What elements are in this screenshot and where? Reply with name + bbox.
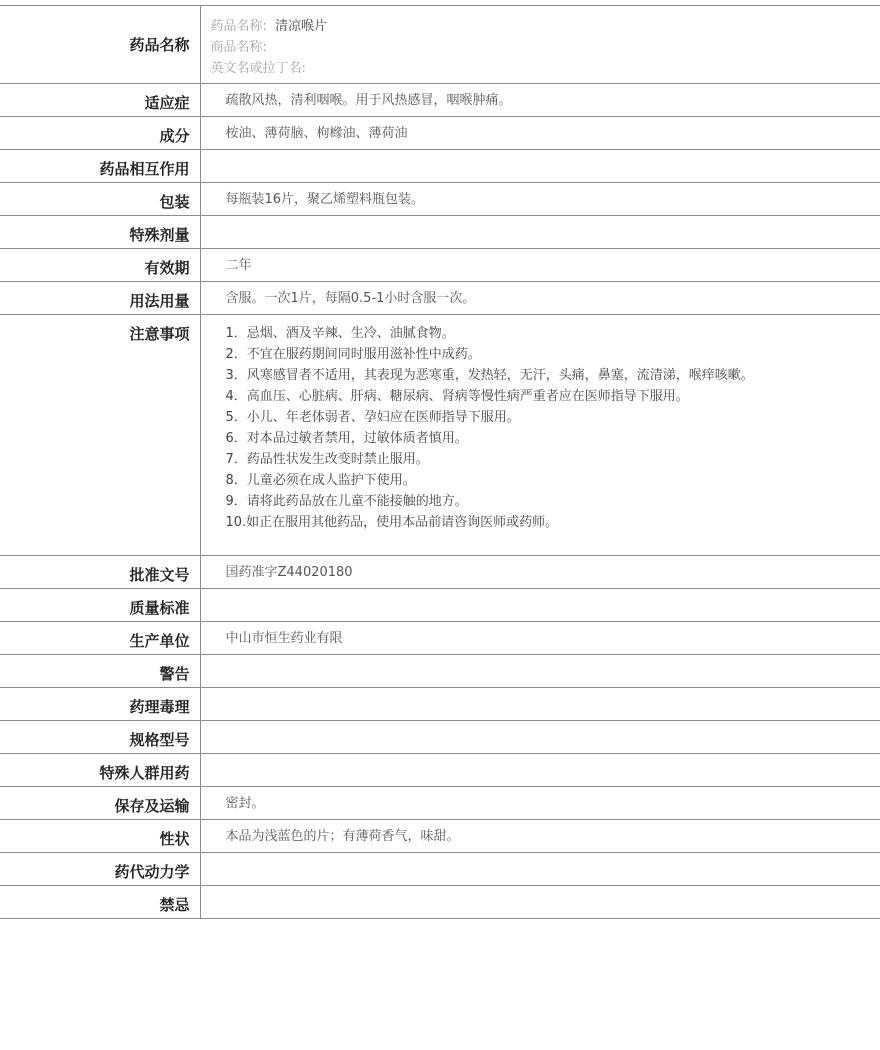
list-item: 2．不宜在服药期间同时服用滋补性中成药。	[225, 347, 481, 362]
warning-label: 警告	[0, 655, 200, 688]
indication-row	[0, 84, 880, 117]
pharmacology-label: 药理毒理	[0, 688, 200, 721]
character-label: 性状	[0, 820, 200, 853]
special-groups-row	[0, 754, 880, 787]
special-groups-value	[200, 754, 880, 787]
quality-row	[0, 589, 880, 622]
list-item: 4．高血压、心脏病、肝病、糖尿病、肾病等慢性病严重者应在医师指导下服用。	[225, 389, 689, 404]
contraindications-row	[0, 886, 880, 919]
ingredients-label: 成分	[0, 117, 200, 150]
list-item: 1．忌烟、酒及辛辣、生冷、油腻食物。	[225, 326, 455, 341]
storage-row	[0, 787, 880, 820]
contraindications-value	[200, 886, 880, 919]
list-item: 5．小儿、年老体弱者、孕妇应在医师指导下服用。	[225, 410, 520, 425]
manufacturer-value: 中山市恒生药业有限	[200, 622, 880, 655]
validity-row	[0, 249, 880, 282]
drug-name-row	[0, 6, 880, 84]
generic-name-key: 药品名称:	[210, 19, 267, 34]
contraindications-label: 禁忌	[0, 886, 200, 919]
trade-name-line	[211, 37, 871, 58]
character-value: 本品为浅蓝色的片；有薄荷香气，味甜。	[200, 820, 880, 853]
latin-name-key: 英文名或拉丁名:	[210, 61, 306, 76]
drug-info-table	[0, 5, 880, 919]
drug-name-cell	[200, 6, 880, 84]
manufacturer-row	[0, 622, 880, 655]
special-dosage-row	[0, 216, 880, 249]
pharmacokinetics-label: 药代动力学	[0, 853, 200, 886]
notes-label: 注意事项	[0, 315, 200, 556]
character-row	[0, 820, 880, 853]
interactions-label: 药品相互作用	[0, 150, 200, 183]
pharmacology-row	[0, 688, 880, 721]
pharmacokinetics-value	[200, 853, 880, 886]
latin-name-line	[211, 58, 871, 79]
warning-row	[0, 655, 880, 688]
package-label: 包装	[0, 183, 200, 216]
approval-label: 批准文号	[0, 556, 200, 589]
pharmacology-value	[200, 688, 880, 721]
validity-value: 二年	[200, 249, 880, 282]
special-dosage-value	[200, 216, 880, 249]
storage-value: 密封。	[200, 787, 880, 820]
list-item: 8．儿童必须在成人监护下使用。	[225, 473, 416, 488]
quality-label: 质量标准	[0, 589, 200, 622]
generic-name-line	[211, 16, 871, 37]
storage-label: 保存及运输	[0, 787, 200, 820]
pharmacokinetics-row	[0, 853, 880, 886]
special-dosage-label: 特殊剂量	[0, 216, 200, 249]
list-item: 9．请将此药品放在儿童不能接触的地方。	[225, 494, 468, 509]
package-row	[0, 183, 880, 216]
manufacturer-label: 生产单位	[0, 622, 200, 655]
indication-value: 疏散风热，清利咽喉。用于风热感冒，咽喉肿痛。	[200, 84, 880, 117]
spec-row	[0, 721, 880, 754]
usage-value: 含服。一次1片，每隔0.5-1小时含服一次。	[200, 282, 880, 315]
drug-name-label: 药品名称	[0, 6, 200, 84]
spec-label: 规格型号	[0, 721, 200, 754]
usage-label: 用法用量	[0, 282, 200, 315]
usage-row	[0, 282, 880, 315]
approval-value: 国药准字Z44020180	[200, 556, 880, 589]
quality-value	[200, 589, 880, 622]
approval-row	[0, 556, 880, 589]
list-item: 7．药品性状发生改变时禁止服用。	[225, 452, 429, 467]
special-groups-label: 特殊人群用药	[0, 754, 200, 787]
trade-name-key: 商品名称:	[210, 40, 267, 55]
warning-value	[200, 655, 880, 688]
generic-name-value: 清凉喉片	[275, 19, 328, 34]
notes-list	[226, 323, 871, 533]
ingredients-value: 桉油、薄荷脑、枸橼油、薄荷油	[200, 117, 880, 150]
interactions-row	[0, 150, 880, 183]
indication-label: 适应症	[0, 84, 200, 117]
package-value: 每瓶装16片，聚乙烯塑料瓶包装。	[200, 183, 880, 216]
notes-row	[0, 315, 880, 556]
list-item: 6．对本品过敏者禁用，过敏体质者慎用。	[225, 431, 468, 446]
spec-value	[200, 721, 880, 754]
list-item: 3．风寒感冒者不适用，其表现为恶寒重，发热轻，无汗，头痛，鼻塞，流清涕，喉痒咳嗽。	[225, 368, 754, 383]
validity-label: 有效期	[0, 249, 200, 282]
ingredients-row	[0, 117, 880, 150]
interactions-value	[200, 150, 880, 183]
notes-cell	[200, 315, 880, 556]
list-item: 10.如正在服用其他药品，使用本品前请咨询医师或药师。	[225, 515, 559, 530]
